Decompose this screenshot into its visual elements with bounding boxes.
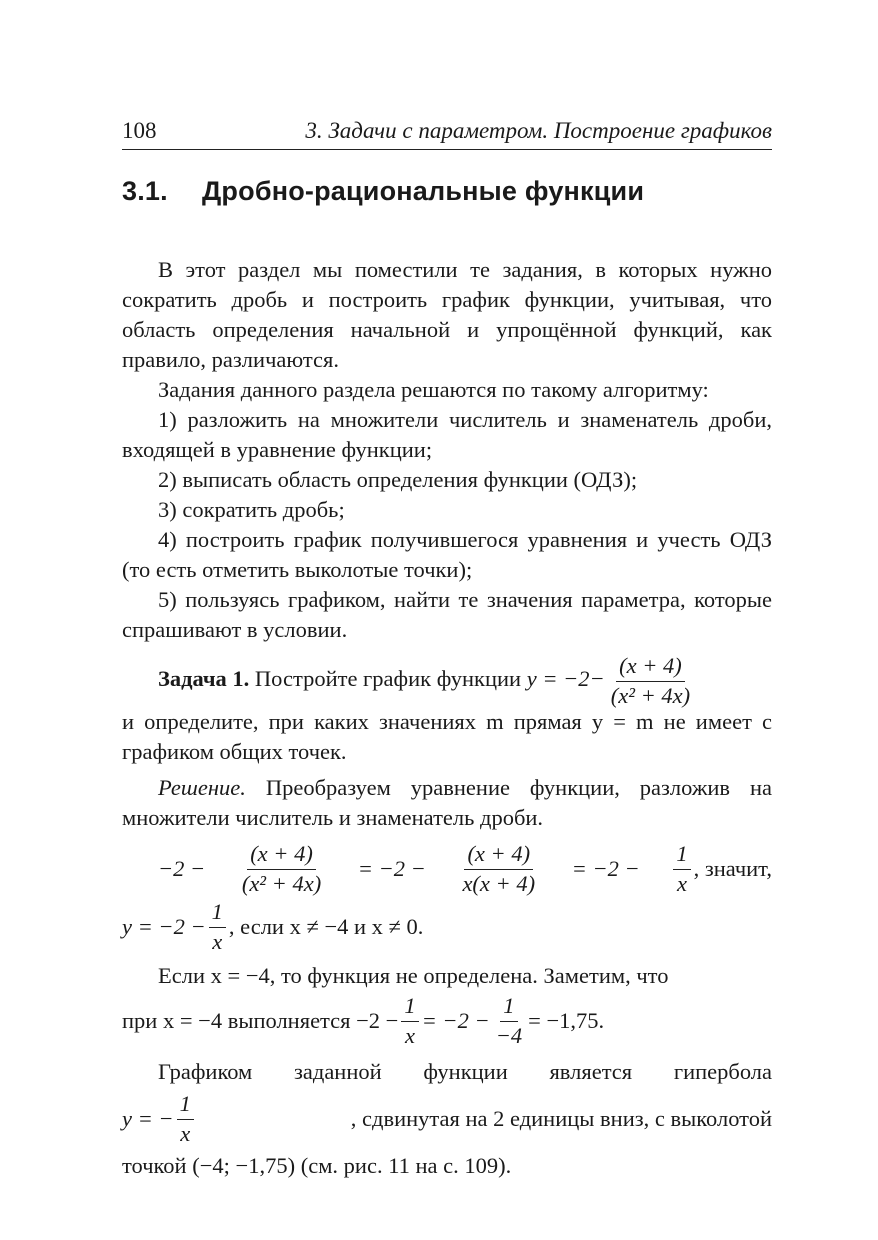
- fraction-numerator: 1: [401, 995, 418, 1022]
- eq-fraction: [177, 1093, 194, 1145]
- calc-fraction: [493, 995, 525, 1047]
- algorithm-intro: Задания данного раздела решаются по такому алгоритму:: [158, 377, 709, 402]
- problem-fraction: [608, 655, 693, 707]
- algorithm-step: 1) разложить на множители числитель и знаменатель дроби, входящей в уравнение функции;: [122, 407, 772, 462]
- problem-question: и определите, при каких значениях m прямая y = m не имеет с графиком общих точек.: [122, 709, 772, 764]
- eq-tail: , значит,: [693, 856, 772, 881]
- eq-fraction: [239, 843, 324, 895]
- intro-paragraph: В этот раздел мы поместили те задания, в которых нужно сократить дробь и построить график функции, учитывая, что область определения начальной и упрощённой функций, как правило, различаются.: [122, 257, 772, 372]
- fraction-denominator: x: [676, 870, 687, 896]
- graph-description: Графиком заданной функции является гипербола: [158, 1059, 772, 1084]
- fraction-numerator: 1: [209, 901, 226, 928]
- fraction-numerator: (x + 4): [464, 843, 533, 870]
- equation-transform: [122, 843, 772, 895]
- eq-fraction: [459, 843, 538, 895]
- eq-term: y = −2 −: [122, 914, 206, 939]
- fraction-denominator: (x² + 4x): [241, 870, 322, 896]
- calc-text: = −2 −: [421, 1008, 490, 1033]
- book-page: [122, 118, 772, 1181]
- algorithm-step: 3) сократить дробь;: [158, 497, 345, 522]
- solution-text: Преобразуем уравнение функции, разложив на множители числитель и знаменатель дроби.: [122, 775, 772, 830]
- section-heading: [122, 176, 772, 207]
- page-body: [122, 255, 772, 1181]
- fraction-denominator: x: [212, 928, 223, 954]
- fraction-denominator: x: [405, 1022, 415, 1048]
- problem-text: Постройте график функции: [254, 666, 522, 692]
- algorithm-step: 5) пользуясь графиком, найти те значения параметра, которые спрашивают в условии.: [122, 587, 772, 642]
- chapter-title: 3. Задачи с параметром. Построение графиков: [305, 118, 772, 143]
- eq-fraction: [673, 843, 690, 895]
- equation-simplified: [122, 901, 772, 953]
- problem-statement: [122, 655, 772, 707]
- fraction-denominator: (x² + 4x): [610, 682, 691, 708]
- calc-text: = −1,75.: [528, 1008, 605, 1033]
- fraction-numerator: (x + 4): [616, 655, 685, 682]
- fraction-denominator: x(x + 4): [462, 870, 536, 896]
- solution-label: Решение.: [158, 775, 246, 800]
- fraction-numerator: (x + 4): [247, 843, 316, 870]
- eq-term: = −2 −: [571, 856, 640, 881]
- algorithm-step: 4) построить график получившегося уравнения и учесть ОДЗ (то есть отметить выколотые точки);: [122, 527, 772, 582]
- solution-intro: [122, 773, 772, 833]
- section-title: Дробно-рациональные функции: [202, 176, 645, 206]
- problem-formula-lhs: y = −2−: [526, 666, 605, 692]
- problem-label: Задача 1.: [158, 666, 250, 692]
- hyperbola-line: [122, 1093, 772, 1145]
- calc-text: при x = −4 выполняется −2 −: [122, 1008, 399, 1033]
- eq-term: y = −: [122, 1106, 174, 1131]
- fraction-numerator: 1: [177, 1093, 194, 1120]
- page-number: 108: [122, 118, 157, 143]
- fraction-denominator: −4: [495, 1022, 523, 1048]
- value-calculation: [122, 995, 772, 1047]
- fraction-numerator: 1: [500, 995, 517, 1022]
- eq-term: = −2 −: [357, 856, 426, 881]
- fraction-numerator: 1: [673, 843, 690, 870]
- running-head: [122, 118, 772, 150]
- eq-term: −2 −: [158, 856, 206, 881]
- eq-tail: , если x ≠ −4 и x ≠ 0.: [228, 914, 424, 939]
- graph-shift-text: , сдвинутая на 2 единицы вниз, с выколотой: [350, 1106, 772, 1131]
- undefined-point-text: Если x = −4, то функция не определена. Заметим, что: [158, 963, 669, 988]
- calc-fraction: [401, 995, 418, 1047]
- algorithm-step: 2) выписать область определения функции (ОДЗ);: [158, 467, 638, 492]
- fraction-denominator: x: [180, 1120, 191, 1146]
- section-number: 3.1.: [122, 176, 168, 206]
- punctured-point-text: точкой (−4; −1,75) (см. рис. 11 на с. 109).: [122, 1153, 512, 1178]
- eq-fraction: [209, 901, 226, 953]
